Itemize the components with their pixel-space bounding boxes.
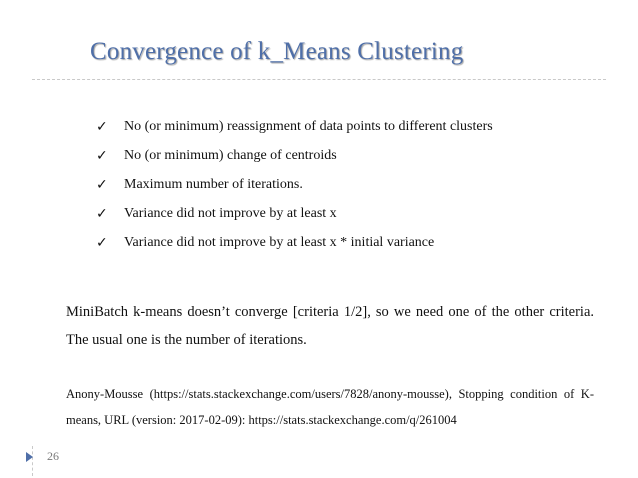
check-icon: ✓ [96,234,108,251]
check-icon: ✓ [96,176,108,193]
bullet-item [96,170,493,199]
bullet-list [96,112,493,257]
reference-citation: Anony-Mousse (https://stats.stackexchange.com/users/7828/anony-mousse), Stopping condition of K-means, URL (version: 2017-02-09): https://stats.stackexchange.com/q/261004 [66,386,594,427]
bullet-text: Variance did not improve by at least x * initial variance [124,234,435,250]
bullet-item [96,141,493,170]
bullet-text: Variance did not improve by at least x [124,205,337,221]
bullet-item [96,112,493,141]
bullet-item [96,228,493,257]
bullet-text: Maximum number of iterations. [124,176,303,192]
title-divider [32,79,606,80]
check-icon: ✓ [96,147,108,164]
slide-title: Convergence of k_Means Clustering [90,38,464,65]
page-number: 26 [47,449,59,463]
check-icon: ✓ [96,118,108,135]
bullet-text: No (or minimum) reassignment of data points to different clusters [124,118,493,134]
triangle-marker-icon [26,452,33,462]
bullet-text: No (or minimum) change of centroids [124,147,337,163]
body-paragraph: MiniBatch k-means doesn’t converge [criteria 1/2], so we need one of the other criteria. The usual one is the number of iterations. [66,303,594,348]
bullet-item [96,199,493,228]
check-icon: ✓ [96,205,108,222]
